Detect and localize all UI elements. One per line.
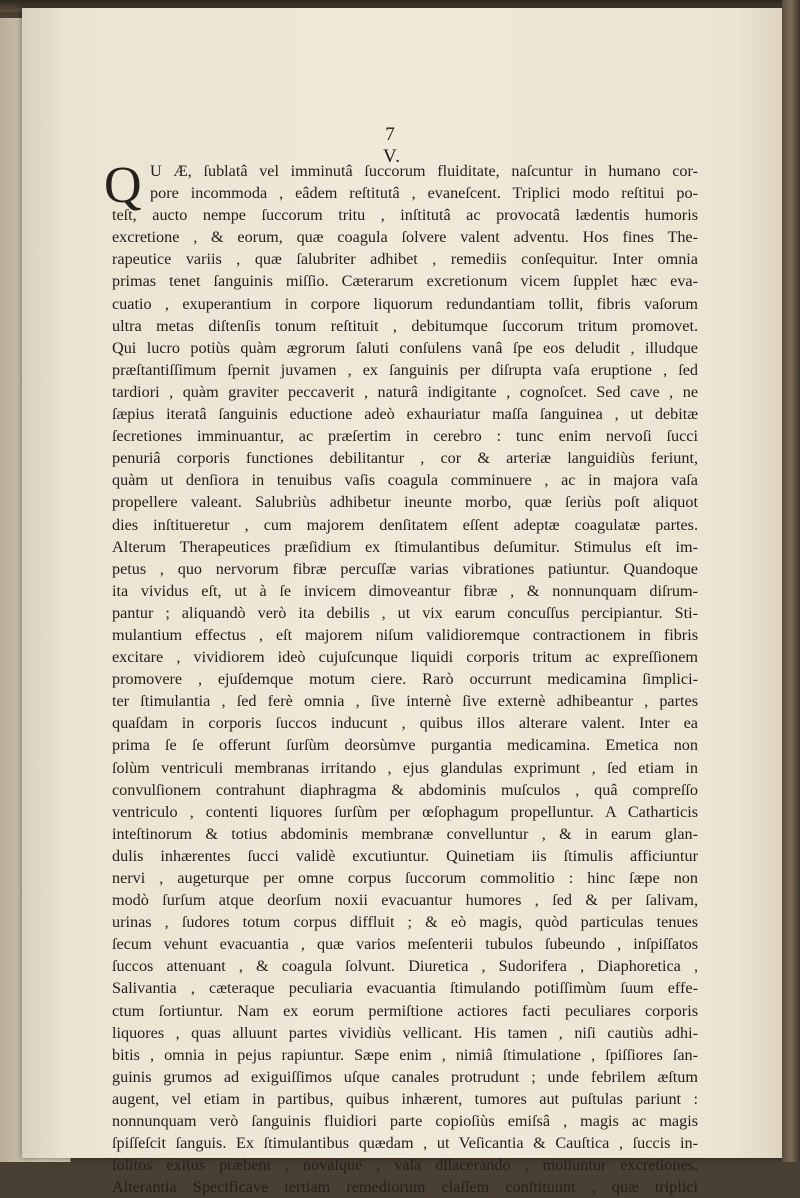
text-line: inteſtinorum & totius abdominis membranæ convelluntur , & in earum glan-	[112, 824, 698, 843]
text-line: præſtantiſſimum ſpernit juvamen , ex ſanguinis per diſrupta vaſa eruptione , ſed	[112, 360, 698, 379]
text-line: modò ſurſum atque deorſum noxii evacuantur humores , ſed & per ſalivam,	[112, 891, 698, 910]
text-line: primas tenet ſanguinis miſſio. Cæterarum excretionum vicem ſupplet hæc eva-	[112, 272, 698, 291]
text-line: dies inſtitueretur , cum majorem denſitatem eſſent adeptæ coagulatæ partes.	[112, 515, 698, 534]
text-line: excitare , vividiorem ideò cujuſcunque liquidi corporis tritum ac expreſſionem	[112, 648, 698, 667]
page-number: 7	[385, 124, 395, 145]
text-line: penuriâ corporis functiones debilitantur , cor & arteriæ languidiùs feriunt,	[112, 449, 698, 468]
text-line: Alterantia Specificave tertiam remediorum claſſem conſtituunt , quæ triplici	[112, 1178, 698, 1197]
text-line: petus , quo nervorum fibræ percuſſæ varias vibrationes patiuntur. Quandoque	[112, 559, 698, 578]
text-line: nervi , augeturque per omne corpus ſuccorum commolitio : hinc ſæpe non	[112, 869, 698, 887]
book-spine-edge	[782, 0, 800, 1162]
text-line: dulis inhærentes ſucci validè excutiuntur. Quinetiam iis ſtimulis afficiuntur	[112, 846, 698, 865]
text-line: pantur ; aliquandò verò ita debilis , ut vix earum concuſſus percipiantur. Sti-	[112, 603, 698, 622]
text-line: ter ſtimulantia , ſed ferè omnia , ſive internè ſive externè adhibeantur , partes	[112, 692, 698, 711]
text-line: teſt, aucto nempe ſuccorum tritu , inſtitutâ ac provocatâ lædentis humoris	[112, 206, 698, 225]
text-line: quaſdam in corporis ſuccos inducunt , quibus illos alterare valent. Inter ea	[112, 714, 698, 733]
text-line: urinas , ſudores totum corpus diffluit ; & eò magis, quòd particulas tenues	[112, 913, 698, 932]
text-line: rapeutice variis , quæ ſalubriter adhibet , remediis conſequitur. Inter omnia	[112, 250, 698, 269]
text-line: prima ſe ſe offerunt ſurſùm deorsùmve purgantia medicamina. Emetica non	[112, 736, 698, 755]
text-line: ultra metas diſtenſis tonum reſtituit , debitumque ſuccorum tritum promovet.	[112, 316, 698, 335]
text-line: excretione , & eorum, quæ coagula ſolvere valent adventu. Hos fines The-	[112, 228, 698, 247]
text-line: tardiori , quàm graviter peccaverit , naturâ indigitante , cognoſcet. Sed cave , ne	[112, 382, 698, 401]
text-line: Salivantia , cæteraque peculiaria evacuantia ſtimulando potiſſimùm ſuum effe-	[112, 979, 698, 998]
text-line: Alterum Therapeutices præſidium ex ſtimulantibus deſumitur. Stimulus eſt im-	[112, 537, 698, 556]
text-line: mulantium effectus , eſt majorem niſum validioremque contractionem in fibris	[112, 625, 698, 644]
text-line: liquores , quas alluunt partes vividiùs vellicant. His tamen , niſi cautiùs adhi-	[112, 1023, 698, 1042]
text-line: cuatio , exuperantium in corpore liquorum redundantiam tollit, fibris vaſorum	[112, 294, 698, 313]
text-line: guinis grumos ad exiguiſſimos uſque canales protrudunt ; unde febrilem æſtum	[112, 1067, 698, 1086]
text-line: quàm ut denſiora in tenuibus vaſis coagula comminuere , ac in majora vaſa	[112, 471, 698, 490]
text-line: ſpiſſeſcit ſanguis. Ex ſtimulantibus quædam , ut Veſicantia & Cauſtica , ſuccis in-	[112, 1134, 698, 1153]
text-line: ſolùm ventriculi membranas irritando , ejus glandulas exprimunt , ſed etiam in	[112, 758, 698, 777]
text-line: convulſionem contrahunt diaphragma & abdominis muſculos , quâ compreſſo	[112, 780, 698, 799]
text-line: U Æ, ſublatâ vel imminutâ ſuccorum fluiditate, naſcuntur in humano cor-	[150, 162, 698, 180]
text-line: ita vividus eſt, ut à ſe invicem dimoveantur fibræ , & nonnunquam diſrum-	[112, 581, 698, 600]
first-lines-block	[150, 160, 698, 204]
text-line: ſecretiones imminuantur, ac præſertim in cerebro : tunc enim nervoſi ſucci	[112, 427, 698, 446]
text-line: ſecum vehunt evacuantia , quæ varios meſenterii tubulos ſubeundo , inſpiſſatos	[112, 935, 698, 954]
section-heading: V.	[382, 146, 402, 167]
text-line: ſæpius iteratâ ſanguinis eductione adeò exhauriatur maſſa ſanguinea , ut debitæ	[112, 405, 698, 424]
text-line: bitis , omnia in pejus rapiuntur. Sæpe enim , nimiâ ſtimulatione , ſpiſſiores ſan-	[112, 1045, 698, 1064]
text-line: augent, vel etiam in partibus, quibus inhærent, tumores aut puſtulas pariunt :	[112, 1089, 698, 1108]
body-text	[112, 204, 698, 1198]
text-line: ventriculo , contenti liquores ſurſùm per œſophagum propelluntur. A Catharticis	[112, 802, 698, 821]
text-line: propellere valeant. Salubriùs adhibetur ineunte morbo, quæ ſeriùs poſt aliquot	[112, 493, 698, 512]
drop-cap-initial: Q	[104, 157, 142, 214]
text-line: promovere , ejuſdemque motum ciere. Rarò occurrunt medicamina ſimplici-	[112, 670, 698, 689]
text-line: ctum ſortiuntur. Nam ex eorum permiſtione actiores facti peculiares corporis	[112, 1001, 698, 1020]
text-line: pore incommoda , eâdem reſtitutâ , evaneſcent. Triplici modo reſtitui po-	[150, 184, 698, 203]
text-line: ſolitos exitus præbent , novaſque , vaſa dilacerando , moliuntur excretiones.	[112, 1156, 698, 1175]
text-line: nonnunquam verò ſanguinis fluidiori parte copioſiùs emiſsâ , magis ac magis	[112, 1112, 698, 1131]
text-line: Qui lucro potiùs quàm ægrorum ſaluti conſulens vanâ ſpe eos deludit , illudque	[112, 338, 698, 357]
text-line: ſuccos attenuant , & coagula ſolvunt. Diuretica , Sudorifera , Diaphoretica ,	[112, 957, 698, 976]
